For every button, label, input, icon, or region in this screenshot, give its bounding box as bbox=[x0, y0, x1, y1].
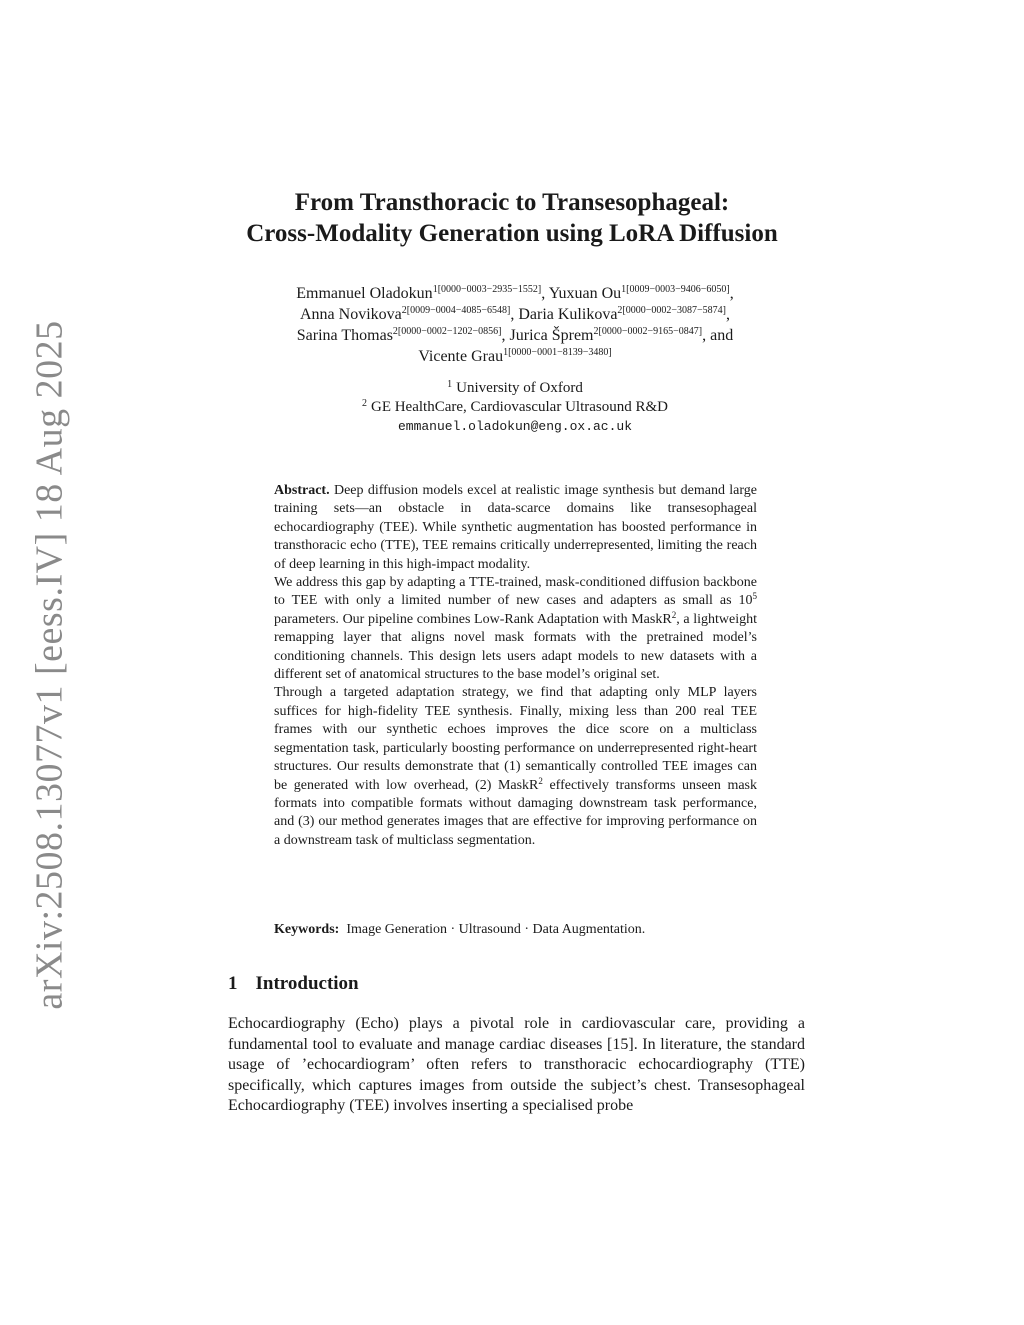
author-orcid: 2[0009−0004−4085−6548] bbox=[401, 305, 511, 316]
author-name: Emmanuel Oladokun bbox=[296, 285, 433, 302]
author-line-4 bbox=[200, 346, 830, 367]
abstract-text: We address this gap by adapting a TTE-trained, mask-conditioned diffusion backbone to TEE with only a limited number of new cases and adapters as small as 10 bbox=[274, 575, 757, 609]
affiliation-marker: 1 bbox=[447, 379, 453, 390]
contact-email: emmanuel.oladokun@eng.ox.ac.uk bbox=[397, 419, 633, 434]
author-orcid: 1[0000−0003−2935−1552] bbox=[432, 284, 542, 295]
author-separator: , and bbox=[702, 327, 734, 344]
superscript: 5 bbox=[752, 591, 757, 602]
intro-paragraph: Echocardiography (Echo) plays a pivotal role in cardiovascular care, providing a fundamental tool to evaluate and manage cardiac diseases [15]. In literature, the standard usage of ’echocardiogram’ often refers to transthoracic echocardiography (TTE) specifically, which captures images from outside the subject’s chest. Transesophageal Echocardiography (TEE) involves inserting a specialised probe bbox=[228, 1015, 805, 1115]
author-orcid: 1[0000−0001−8139−3480] bbox=[503, 347, 612, 358]
abstract-paragraph-3 bbox=[274, 684, 757, 850]
abstract bbox=[274, 482, 757, 850]
abstract-text: , a lightweight remapping layer that aligns novel mask formats with the pretrained model’s conditioning channels. This design lets users adapt models to new datasets with a different set of anatomical structures to the base model’s original set. bbox=[274, 611, 757, 683]
author-separator: , bbox=[729, 285, 734, 302]
keywords-label: Keywords: bbox=[274, 922, 340, 937]
author-orcid: 2[0000−0002−9165−0847] bbox=[593, 326, 703, 337]
abstract-paragraph-1 bbox=[274, 482, 757, 574]
title-line-1: From Transthoracic to Transesophageal: bbox=[294, 189, 730, 216]
affiliations bbox=[200, 379, 830, 436]
abstract-text: Through a targeted adaptation strategy, we find that adapting only MLP layers suffices for high-fidelity TEE synthesis. Finally, mixing less than 200 real TEE frames with our synthetic echoes improves the dice score on a multiclass segmentation task, particularly boosting performance on underrepresented right-heart structures. Our results demonstrate that (1) semantically controlled TEE images can be generated with low overhead, (2) MaskR bbox=[274, 685, 757, 793]
section-number: 1 bbox=[228, 973, 238, 994]
arxiv-identifier: arXiv:2508.13077v1 [eess.IV] 18 Aug 2025 bbox=[29, 320, 72, 1010]
author-orcid: 2[0000−0002−1202−0856] bbox=[392, 326, 502, 337]
affiliation-text: GE HealthCare, Cardiovascular Ultrasound R&D bbox=[370, 399, 668, 415]
title-line-2: Cross-Modality Generation using LoRA Diffusion bbox=[246, 220, 778, 247]
section-title: Introduction bbox=[255, 973, 359, 994]
abstract-paragraph-2 bbox=[274, 574, 757, 684]
abstract-text: Deep diffusion models excel at realistic image synthesis but demand large training sets—an obstacle in data-scarce domains like transesophageal echocardiography (TEE). While synthetic augmentation has boosted performance in transthoracic echo (TTE), TEE remains critically underrepresented, limiting the reach of deep learning in this high-impact modality. bbox=[274, 483, 758, 572]
affiliation-marker: 2 bbox=[361, 398, 367, 409]
affiliation-text: University of Oxford bbox=[456, 380, 583, 396]
section-heading bbox=[228, 972, 359, 996]
arxiv-watermark bbox=[20, 320, 80, 1010]
superscript: 2 bbox=[538, 775, 543, 786]
keywords-text: Image Generation · Ultrasound · Data Augmentation. bbox=[346, 922, 646, 937]
author-line-3 bbox=[200, 325, 830, 346]
abstract-text: parameters. Our pipeline combines Low-Rank Adaptation with MaskR bbox=[274, 611, 672, 627]
author-orcid: 2[0000−0002−3087−5874] bbox=[617, 305, 727, 316]
author-separator: , bbox=[510, 306, 519, 323]
author-line-1 bbox=[200, 283, 830, 304]
author-orcid: 1[0009−0003−9406−6050] bbox=[621, 284, 730, 295]
author-line-2 bbox=[200, 304, 830, 325]
author-separator: , bbox=[726, 306, 731, 323]
author-separator: , bbox=[501, 327, 510, 344]
paper-title bbox=[0, 187, 1024, 249]
abstract-text: effectively transforms unseen mask formats into compatible formats without damaging downstream task performance, and (3) our method generates images that are effective for improving performance on a downstream task of multiclass segmentation. bbox=[274, 777, 757, 848]
superscript: 2 bbox=[671, 609, 677, 620]
affiliation-1 bbox=[200, 379, 830, 398]
author-name: Yuxuan Ou bbox=[548, 285, 622, 302]
author-name: Anna Novikova bbox=[299, 306, 402, 323]
author-name: Daria Kulikova bbox=[518, 306, 618, 323]
author-name: Sarina Thomas bbox=[296, 327, 393, 344]
author-name: Vicente Grau bbox=[418, 348, 504, 365]
abstract-label: Abstract. bbox=[274, 483, 330, 498]
introduction-body bbox=[228, 1014, 805, 1117]
affiliation-2 bbox=[200, 398, 830, 417]
author-list bbox=[200, 283, 830, 367]
keywords bbox=[274, 921, 757, 939]
author-separator: , bbox=[541, 285, 549, 302]
author-name: Jurica Šprem bbox=[509, 327, 594, 344]
